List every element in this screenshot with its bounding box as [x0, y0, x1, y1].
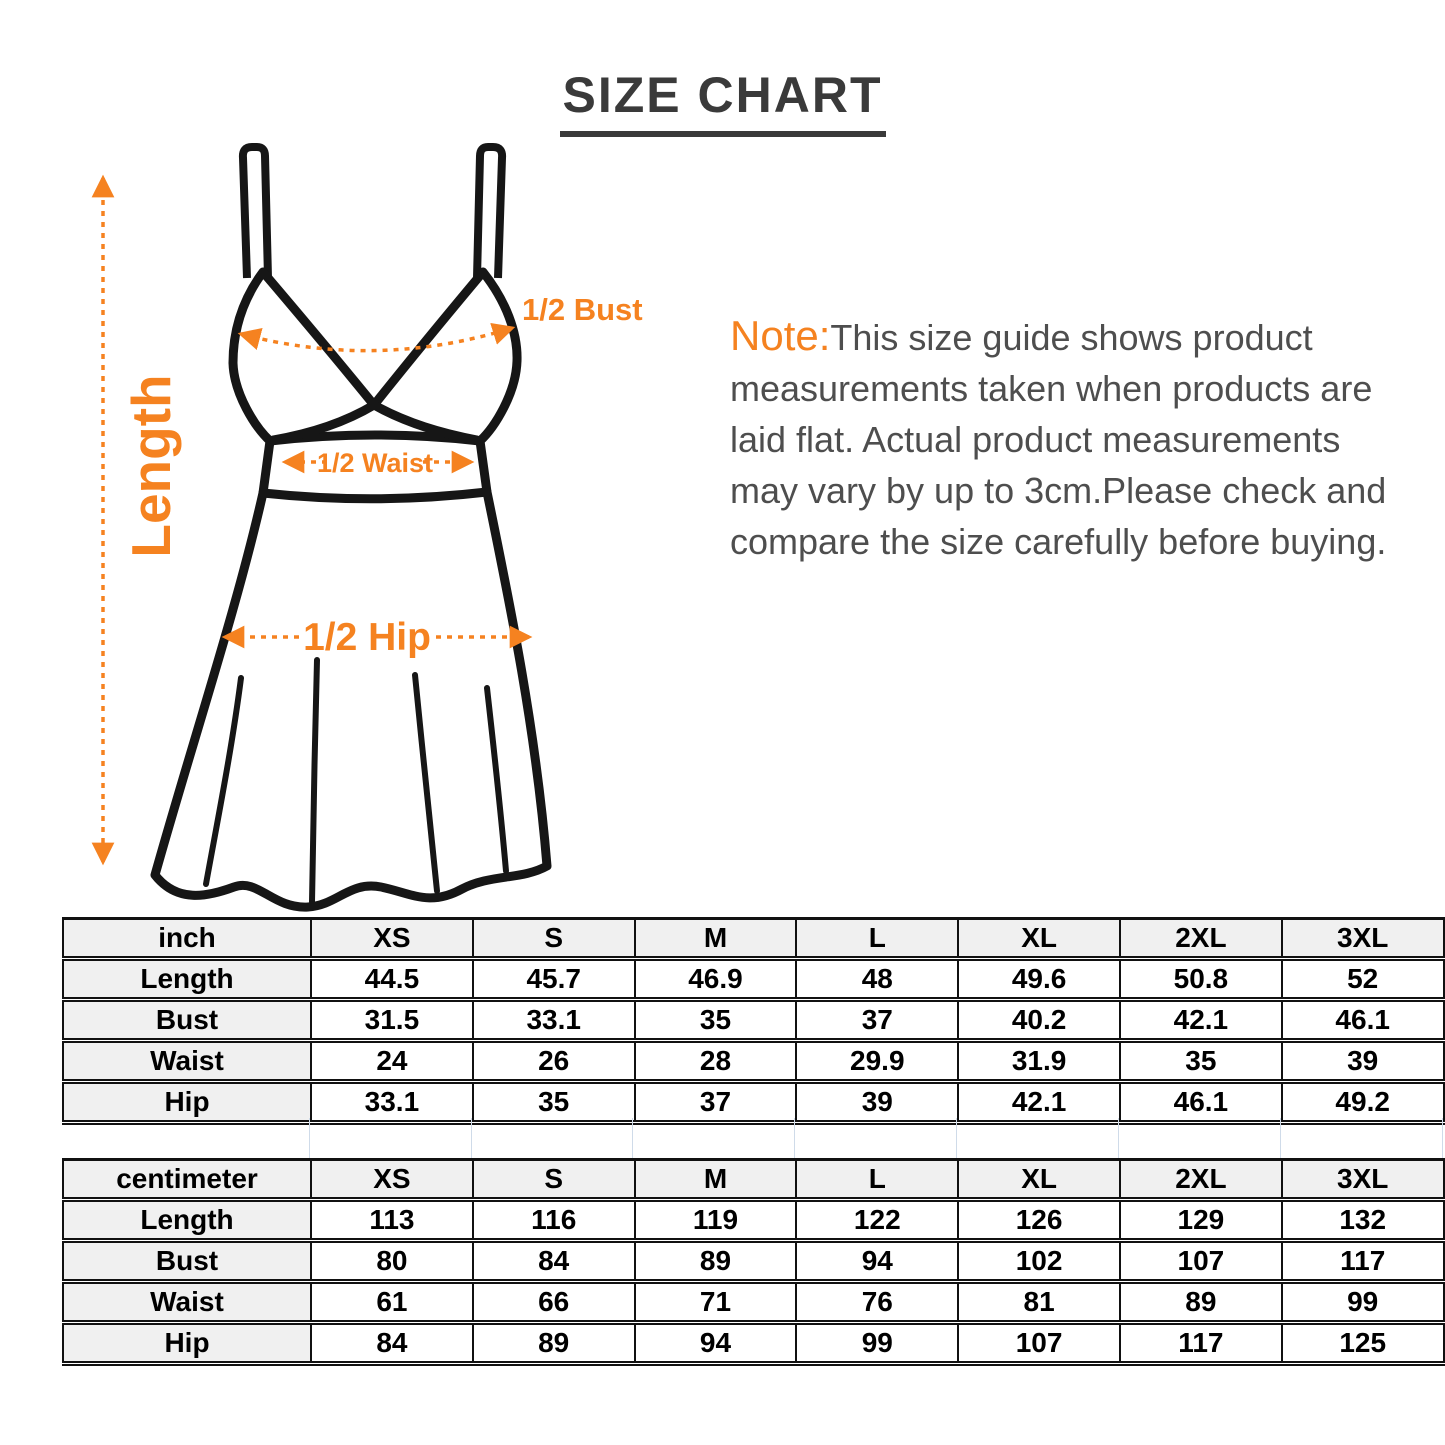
size-value-cell: 81 — [958, 1282, 1120, 1323]
size-value-cell: 37 — [796, 1000, 958, 1041]
size-column-header: XS — [311, 919, 473, 959]
size-value-cell: 89 — [473, 1323, 635, 1364]
gridline-cell — [1119, 1118, 1281, 1158]
measurement-label-cell: Length — [63, 1200, 311, 1241]
size-value-cell: 126 — [958, 1200, 1120, 1241]
size-value-cell: 39 — [1282, 1041, 1444, 1082]
size-value-cell: 31.5 — [311, 1000, 473, 1041]
measurement-label-cell: Waist — [63, 1282, 311, 1323]
size-value-cell: 107 — [1120, 1241, 1282, 1282]
size-value-cell: 89 — [1120, 1282, 1282, 1323]
size-value-cell: 29.9 — [796, 1041, 958, 1082]
size-value-cell: 46.1 — [1120, 1082, 1282, 1123]
table-row — [63, 1082, 1444, 1123]
dress-strap-right-icon — [477, 147, 502, 278]
size-value-cell: 49.6 — [958, 959, 1120, 1000]
size-value-cell: 117 — [1282, 1241, 1444, 1282]
size-column-header: M — [635, 1160, 797, 1200]
size-value-cell: 66 — [473, 1282, 635, 1323]
size-value-cell: 35 — [635, 1000, 797, 1041]
size-value-cell: 84 — [473, 1241, 635, 1282]
size-value-cell: 37 — [635, 1082, 797, 1123]
size-value-cell: 125 — [1282, 1323, 1444, 1364]
gridline-cell — [957, 1118, 1119, 1158]
size-column-header: XL — [958, 1160, 1120, 1200]
size-value-cell: 35 — [1120, 1041, 1282, 1082]
size-column-header: L — [796, 1160, 958, 1200]
size-value-cell: 61 — [311, 1282, 473, 1323]
size-column-header: M — [635, 919, 797, 959]
gridline-cell — [62, 1118, 310, 1158]
size-table-inch — [62, 917, 1445, 1125]
measurement-label-cell: Hip — [63, 1323, 311, 1364]
note-block — [730, 310, 1408, 567]
size-value-cell: 31.9 — [958, 1041, 1120, 1082]
size-column-header: 2XL — [1120, 1160, 1282, 1200]
gridline-cell — [472, 1118, 634, 1158]
size-value-cell: 116 — [473, 1200, 635, 1241]
gridline-cell — [310, 1118, 472, 1158]
size-value-cell: 28 — [635, 1041, 797, 1082]
size-value-cell: 94 — [635, 1323, 797, 1364]
size-value-cell: 99 — [796, 1323, 958, 1364]
page-title: SIZE CHART — [560, 66, 886, 137]
gridline-cell — [795, 1118, 957, 1158]
size-value-cell: 26 — [473, 1041, 635, 1082]
size-value-cell: 45.7 — [473, 959, 635, 1000]
gridline-cell — [633, 1118, 795, 1158]
size-value-cell: 48 — [796, 959, 958, 1000]
dress-strap-left-icon — [243, 147, 268, 278]
size-value-cell: 33.1 — [311, 1082, 473, 1123]
size-column-header: L — [796, 919, 958, 959]
size-value-cell: 52 — [1282, 959, 1444, 1000]
measurement-label-cell: Length — [63, 959, 311, 1000]
table-row — [63, 1000, 1444, 1041]
size-value-cell: 49.2 — [1282, 1082, 1444, 1123]
spacer-gridlines — [62, 1118, 1443, 1158]
dress-body-outline-icon — [155, 272, 547, 907]
table-row — [63, 959, 1444, 1000]
table-row — [63, 1323, 1444, 1364]
size-value-cell: 50.8 — [1120, 959, 1282, 1000]
unit-header-cell: centimeter — [63, 1160, 311, 1200]
size-value-cell: 94 — [796, 1241, 958, 1282]
size-value-cell: 71 — [635, 1282, 797, 1323]
size-value-cell: 99 — [1282, 1282, 1444, 1323]
size-column-header: S — [473, 1160, 635, 1200]
length-label: Length — [120, 374, 182, 558]
table-row — [63, 1041, 1444, 1082]
size-value-cell: 76 — [796, 1282, 958, 1323]
size-value-cell: 46.9 — [635, 959, 797, 1000]
size-column-header: 2XL — [1120, 919, 1282, 959]
measurement-label-cell: Bust — [63, 1241, 311, 1282]
table-row — [63, 1282, 1444, 1323]
size-value-cell: 122 — [796, 1200, 958, 1241]
half-bust-label: 1/2 Bust — [522, 292, 643, 327]
size-value-cell: 132 — [1282, 1200, 1444, 1241]
size-column-header: XS — [311, 1160, 473, 1200]
size-value-cell: 42.1 — [1120, 1000, 1282, 1041]
measurement-label-cell: Hip — [63, 1082, 311, 1123]
size-value-cell: 24 — [311, 1041, 473, 1082]
table-row — [63, 1200, 1444, 1241]
half-hip-label: 1/2 Hip — [303, 616, 431, 659]
size-value-cell: 102 — [958, 1241, 1120, 1282]
size-value-cell: 119 — [635, 1200, 797, 1241]
size-value-cell: 44.5 — [311, 959, 473, 1000]
note-label: Note: — [730, 312, 831, 359]
unit-header-cell: inch — [63, 919, 311, 959]
size-column-header: S — [473, 919, 635, 959]
note-text: This size guide shows product measurements taken when products are laid flat. Actual product measurements may vary by up to 3cm.Please check and compare the size carefully before buying. — [730, 317, 1387, 562]
table-header-row — [63, 1160, 1444, 1200]
size-value-cell: 80 — [311, 1241, 473, 1282]
size-column-header: XL — [958, 919, 1120, 959]
size-value-cell: 35 — [473, 1082, 635, 1123]
table-row — [63, 1241, 1444, 1282]
gridline-cell — [1281, 1118, 1443, 1158]
size-value-cell: 46.1 — [1282, 1000, 1444, 1041]
size-column-header: 3XL — [1282, 1160, 1444, 1200]
size-column-header: 3XL — [1282, 919, 1444, 959]
size-value-cell: 84 — [311, 1323, 473, 1364]
size-value-cell: 89 — [635, 1241, 797, 1282]
size-value-cell: 113 — [311, 1200, 473, 1241]
size-table-centimeter — [62, 1158, 1445, 1366]
size-value-cell: 129 — [1120, 1200, 1282, 1241]
size-value-cell: 40.2 — [958, 1000, 1120, 1041]
half-waist-label: 1/2 Waist — [316, 448, 434, 478]
size-value-cell: 42.1 — [958, 1082, 1120, 1123]
size-value-cell: 107 — [958, 1323, 1120, 1364]
table-header-row — [63, 919, 1444, 959]
measurement-label-cell: Bust — [63, 1000, 311, 1041]
measurement-label-cell: Waist — [63, 1041, 311, 1082]
size-value-cell: 33.1 — [473, 1000, 635, 1041]
size-value-cell: 39 — [796, 1082, 958, 1123]
size-value-cell: 117 — [1120, 1323, 1282, 1364]
dress-measurement-diagram — [85, 138, 665, 913]
